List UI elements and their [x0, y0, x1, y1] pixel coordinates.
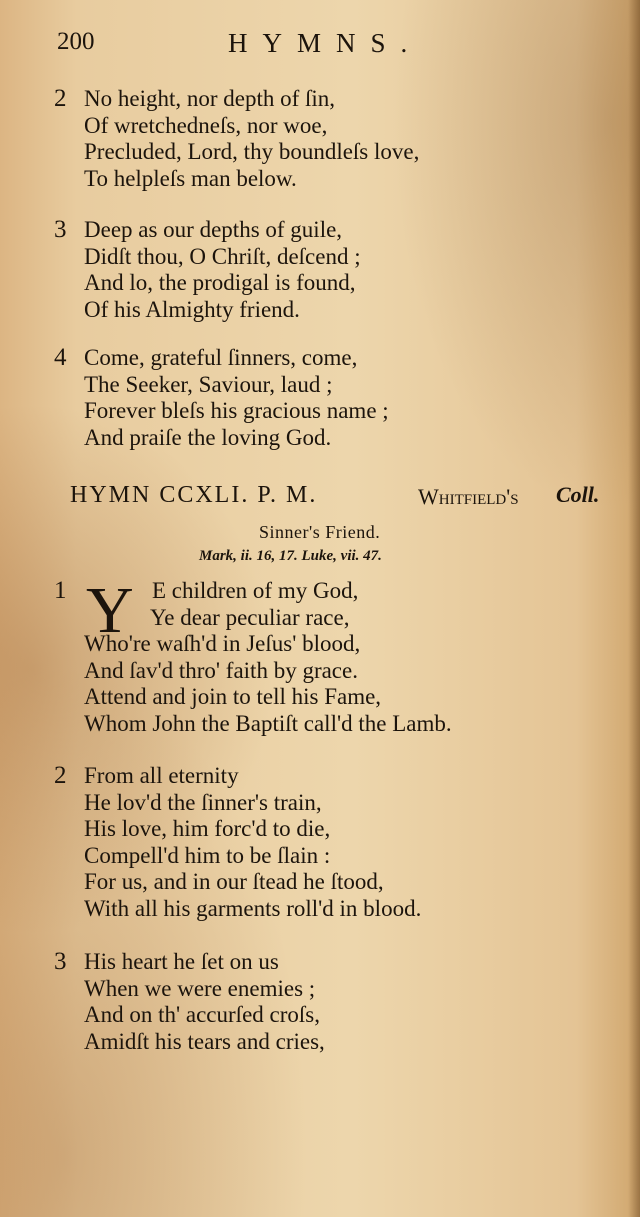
hymn-subtitle: Sinner's Friend.	[259, 522, 381, 542]
verse-line: Whom John the Baptiſt call'd the Lamb.	[84, 710, 452, 736]
verse-line: His heart he ſet on us	[84, 949, 279, 974]
running-title: HYMNS.	[228, 28, 423, 58]
verse-line: Who're waſh'd in Jeſus' blood,	[84, 631, 361, 656]
verse-line: E children of my God,	[152, 578, 359, 603]
hymn-attribution-note: Coll.	[556, 482, 600, 507]
stanza-number: 2	[54, 85, 67, 112]
hymn-heading	[0, 482, 640, 512]
hymn-title: HYMN CCXLI. P. M.	[70, 482, 318, 508]
verse-line: Of wretchedneſs, nor woe,	[84, 112, 328, 138]
verse-line: He lov'd the ſinner's train,	[84, 789, 322, 815]
verse-line: From all eternity	[84, 763, 239, 788]
hymn-attribution: Whitfield's	[418, 484, 519, 509]
verse-line: And lo, the prodigal is found,	[84, 270, 356, 295]
verse-line: The Seeker, Saviour, laud ;	[84, 371, 333, 397]
verse-line: With all his garments roll'd in blood.	[84, 895, 422, 921]
page-number: 200	[57, 28, 95, 55]
verse-line: Precluded, Lord, thy boundleſs love,	[84, 139, 420, 164]
verse-line: Come, grateful ſinners, come,	[84, 345, 358, 370]
verse-line: For us, and in our ſtead he ſtood,	[84, 869, 384, 894]
verse-line: Ye dear peculiar race,	[150, 604, 350, 630]
verse-line: Compell'd him to be ſlain :	[84, 842, 331, 868]
verse-line: Of his Almighty friend.	[84, 296, 300, 322]
verse-line: No height, nor depth of ſin,	[84, 86, 336, 111]
stanza-number: 4	[54, 344, 67, 371]
stanza-number: 2	[54, 762, 67, 789]
verse-line: Forever bleſs his gracious name ;	[84, 398, 389, 423]
drop-cap: Y	[86, 574, 134, 647]
verse-line: Deep as our depths of guile,	[84, 217, 343, 242]
running-head	[0, 28, 640, 68]
verse-line: Didſt thou, O Chriſt, deſcend ;	[84, 243, 361, 269]
verse-line: When we were enemies ;	[84, 975, 316, 1001]
stanza-number: 3	[54, 948, 67, 975]
stanza-number: 1	[54, 577, 67, 604]
verse-line: His love, him forc'd to die,	[84, 816, 331, 841]
verse-line: Attend and join to tell his Fame,	[84, 684, 382, 709]
page-gutter-shadow	[628, 0, 640, 1217]
verse-line: And on th' accurſed croſs,	[84, 1002, 320, 1027]
verse-line: And praiſe the loving God.	[84, 424, 332, 450]
verse-line: And ſav'd thro' faith by grace.	[84, 657, 358, 683]
verse-line: Amidſt his tears and cries,	[84, 1028, 325, 1054]
verse-line: To helpleſs man below.	[84, 165, 297, 191]
stanza-number: 3	[54, 216, 67, 243]
scripture-reference: Mark, ii. 16, 17. Luke, vii. 47.	[199, 548, 382, 564]
